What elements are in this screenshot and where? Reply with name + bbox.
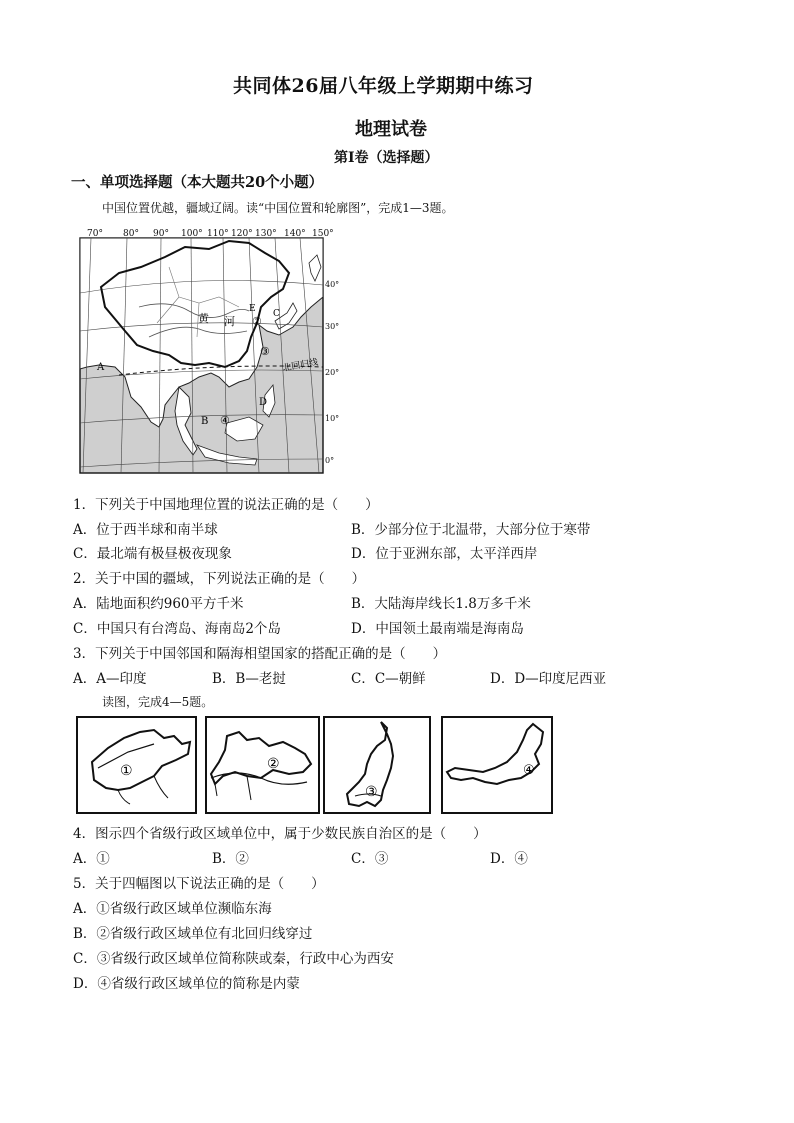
lat-label: 30° (325, 322, 340, 331)
lon-label: 140° (284, 229, 306, 239)
map-letter-d: D (259, 397, 268, 408)
question-4-stem: 4．图示四个省级行政区域单位中，属于少数民族自治区的是（ ） (73, 826, 487, 842)
lon-label: 150° (312, 229, 334, 239)
map-circle-2: ② (252, 315, 262, 328)
question-1-stem: 1．下列关于中国地理位置的说法正确的是（ ） (73, 497, 379, 513)
q4-option-a[interactable]: A．① (73, 851, 110, 867)
province-map-2 (205, 716, 320, 814)
question-2-stem: 2．关于中国的疆域，下列说法正确的是（ ） (73, 571, 366, 587)
map-circle-3: ③ (260, 345, 270, 358)
q2-option-b[interactable]: B．大陆海岸线长1.8万多千米 (351, 596, 531, 612)
china-position-map (79, 227, 341, 475)
q4-option-b[interactable]: B．② (212, 851, 249, 867)
question-3-stem: 3．下列关于中国邻国和隔海相望国家的搭配正确的是（ ） (73, 646, 447, 662)
page-title: 共同体26届八年级上学期期中练习 (233, 75, 534, 97)
map-circle-4: ④ (220, 414, 230, 427)
q5-option-a[interactable]: A．①省级行政区域单位濒临东海 (73, 901, 272, 917)
q5-option-d[interactable]: D．④省级行政区域单位的简称是内蒙 (73, 976, 300, 992)
lat-label: 10° (325, 414, 340, 423)
lon-label: 110° (207, 229, 229, 239)
he-label: 河 (224, 315, 235, 328)
province-map-1 (76, 716, 197, 814)
volume-heading: 第Ⅰ卷（选择题） (334, 150, 439, 166)
q4-option-c[interactable]: C．③ (351, 851, 389, 867)
q3-option-a[interactable]: A．A—印度 (73, 671, 147, 687)
q2-option-d[interactable]: D．中国领土最南端是海南岛 (351, 621, 524, 637)
q2-option-c[interactable]: C．中国只有台湾岛、海南岛2个岛 (73, 621, 281, 637)
intro-text-1: 中国位置优越，疆域辽阔。读“中国位置和轮廓图”，完成1—3题。 (102, 201, 454, 215)
province-map-3 (323, 716, 431, 814)
q1-option-c[interactable]: C．最北端有极昼极夜现象 (73, 546, 232, 562)
question-5-stem: 5．关于四幅图以下说法正确的是（ ） (73, 876, 325, 892)
q5-option-b[interactable]: B．②省级行政区域单位有北回归线穿过 (73, 926, 313, 942)
page-subtitle: 地理试卷 (355, 119, 427, 140)
q3-option-b[interactable]: B．B—老挝 (212, 671, 286, 687)
map-letter-b: B (201, 416, 209, 427)
tropic-label: 北回归线 (281, 357, 319, 374)
q3-option-c[interactable]: C．C—朝鲜 (351, 671, 426, 687)
q1-option-d[interactable]: D．位于亚洲东部，太平洋西岸 (351, 546, 538, 562)
q5-option-c[interactable]: C．③省级行政区域单位简称陕或秦，行政中心为西安 (73, 951, 394, 967)
lon-label: 70° (87, 229, 103, 239)
q1-option-b[interactable]: B．少部分位于北温带，大部分位于寒带 (351, 522, 591, 538)
china-map-figure (79, 227, 341, 475)
huang-label: 黄 (198, 312, 209, 325)
lat-label: 40° (325, 280, 340, 289)
q1-option-a[interactable]: A．位于西半球和南半球 (73, 522, 218, 538)
lat-label: 0° (325, 456, 335, 465)
province-label-2: ② (267, 756, 280, 772)
lat-label: 20° (325, 368, 340, 377)
section-heading: 一、单项选择题（本大题共20个小题） (71, 174, 324, 191)
q4-option-d[interactable]: D．④ (490, 851, 528, 867)
province-label-1: ① (120, 763, 133, 779)
map-letter-e: E (249, 304, 256, 314)
province-label-3: ③ (365, 784, 378, 800)
map-letter-a: A (97, 362, 105, 373)
map-letter-c: C (273, 309, 280, 319)
lon-label: 130° (255, 229, 277, 239)
lon-label: 80° (123, 229, 139, 239)
q2-option-a[interactable]: A．陆地面积约960平方千米 (73, 596, 244, 612)
intro-text-2: 读图，完成4—5题。 (102, 695, 214, 709)
q3-option-d[interactable]: D．D—印度尼西亚 (490, 671, 607, 687)
lon-label: 100° (181, 229, 203, 239)
lon-label: 90° (153, 229, 169, 239)
province-label-4: ④ (523, 763, 535, 778)
province-map-4 (441, 716, 553, 814)
lon-label: 120° (231, 229, 253, 239)
